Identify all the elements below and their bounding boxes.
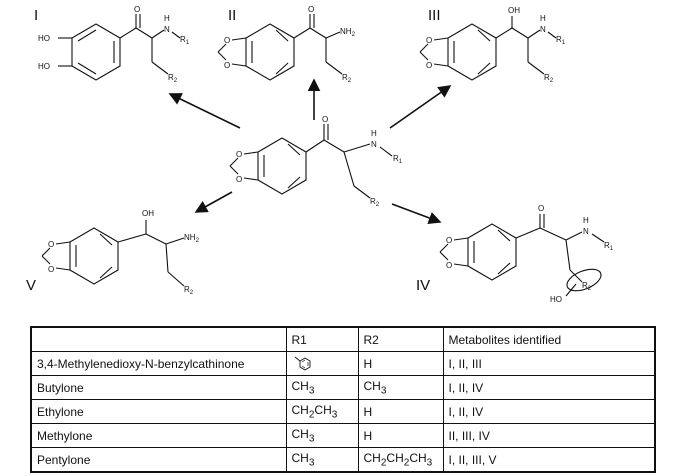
- r2-label: $R_2$: [184, 285, 194, 296]
- structure-IV: [440, 204, 614, 304]
- oxygen-label: O: [322, 115, 329, 124]
- oh-label: OH: [142, 209, 154, 218]
- table-row: [31, 376, 655, 400]
- r2-value: H: [358, 400, 443, 424]
- structure-I: [38, 5, 190, 84]
- substituent-table: [30, 326, 656, 473]
- r1-label: $R_1$: [556, 35, 566, 46]
- r2-label: $R_2$: [370, 197, 380, 208]
- oxygen-label: O: [224, 36, 231, 45]
- nh2-label: $NH_2$: [340, 27, 355, 38]
- compound-name: Methylone: [31, 424, 286, 448]
- table-row: [31, 400, 655, 424]
- benzyl-ring-icon: [292, 355, 314, 373]
- r2-value: $CH_3$: [358, 376, 443, 400]
- oxygen-label: O: [48, 265, 55, 274]
- r1-label: $R_1$: [393, 154, 403, 165]
- arrow-to-IV: [392, 204, 440, 222]
- oxygen-label: O: [224, 61, 231, 70]
- label-V: V: [26, 277, 37, 294]
- n-label: N: [371, 140, 377, 149]
- arrow-to-I: [170, 94, 240, 128]
- oxygen-label: O: [236, 150, 243, 159]
- table-row: [31, 424, 655, 448]
- n-label: N: [164, 25, 170, 34]
- r2-label: $R_2$: [342, 73, 352, 84]
- r2-value: H: [358, 352, 443, 376]
- h-label: H: [371, 129, 377, 138]
- structure-II: [218, 5, 356, 84]
- r2-value: $CH_2CH_2CH_3$: [358, 448, 443, 473]
- label-I: I: [34, 7, 39, 24]
- ho-label: HO: [38, 62, 50, 71]
- header-cell-r1: R1: [286, 327, 358, 352]
- r1-value: [286, 352, 358, 376]
- metabolites-value: II, III, IV: [443, 424, 655, 448]
- label-II: II: [228, 7, 237, 24]
- r2-label: $R_2$: [168, 73, 178, 84]
- r1-value: $CH_2CH_3$: [286, 400, 358, 424]
- r1-value: $CH_3$: [286, 448, 358, 473]
- table-header-row: [31, 327, 655, 352]
- header-cell-r2: R2: [358, 327, 443, 352]
- n-label: N: [583, 227, 589, 236]
- compound-name: Ethylone: [31, 400, 286, 424]
- r1-label: $R_1$: [180, 35, 190, 46]
- metabolites-value: I, II, III, V: [443, 448, 655, 473]
- oxygen-label: O: [426, 61, 433, 70]
- r2-value: H: [358, 424, 443, 448]
- oxygen-label: O: [134, 5, 141, 14]
- ho-label: HO: [38, 34, 50, 43]
- oxygen-label: O: [426, 36, 433, 45]
- r1-value: $CH_3$: [286, 376, 358, 400]
- r1-value: $CH_3$: [286, 424, 358, 448]
- oxygen-label: O: [446, 261, 453, 270]
- header-cell: [31, 327, 286, 352]
- n-label: N: [540, 25, 546, 34]
- r1-label: $R_1$: [604, 241, 614, 252]
- structure-III: [420, 6, 566, 84]
- r2-label: $R_2$: [582, 281, 592, 292]
- header-cell-metabolites: Metabolites identified: [443, 327, 655, 352]
- oxygen-label: O: [446, 236, 453, 245]
- arrow-to-V: [196, 192, 232, 212]
- h-label: H: [540, 14, 546, 23]
- structure-V: [42, 209, 200, 296]
- r2-label: $R_2$: [544, 73, 554, 84]
- oxygen-label: O: [48, 240, 55, 249]
- oxygen-label: O: [538, 204, 545, 213]
- metabolites-value: I, II, IV: [443, 400, 655, 424]
- parent-structure: [230, 115, 403, 208]
- ho-label: HO: [550, 295, 562, 304]
- label-III: III: [428, 7, 441, 24]
- label-IV: IV: [416, 277, 431, 294]
- compound-name: Pentylone: [31, 448, 286, 473]
- nh2-label: $NH_2$: [184, 233, 199, 244]
- h-label: H: [164, 14, 170, 23]
- compound-name: 3,4-Methylenedioxy-N-benzylcathinone: [31, 352, 286, 376]
- compound-name: Butylone: [31, 376, 286, 400]
- table-row: [31, 448, 655, 473]
- arrow-to-III: [390, 86, 450, 128]
- oxygen-label: O: [308, 5, 315, 14]
- oxygen-label: O: [236, 175, 243, 184]
- metabolites-value: I, II, III: [443, 352, 655, 376]
- oh-label: OH: [508, 6, 520, 15]
- metabolites-value: I, II, IV: [443, 376, 655, 400]
- table-row: [31, 352, 655, 376]
- h-label: H: [583, 216, 589, 225]
